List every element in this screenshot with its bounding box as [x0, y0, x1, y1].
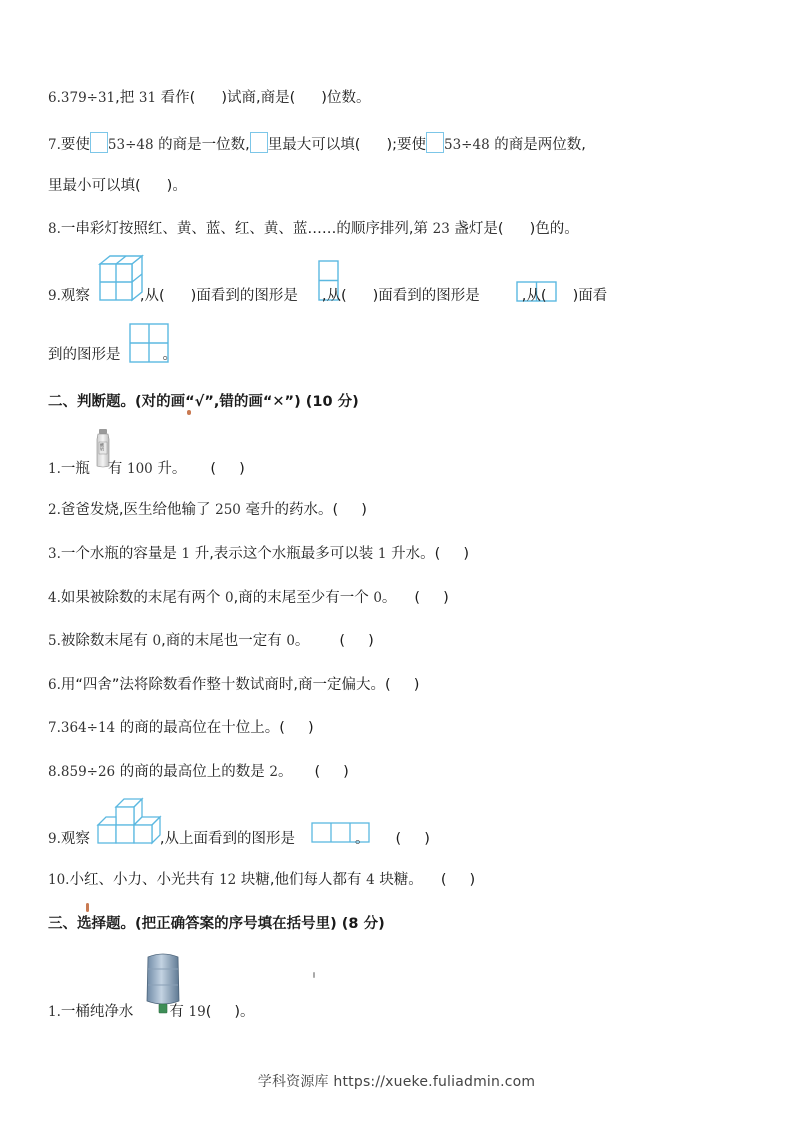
answer-paren[interactable]: ( ) [279, 720, 314, 736]
judge-item-4: 4.如果被除数的末尾有两个 0,商的末尾至少有一个 0。 ( ) [48, 590, 449, 606]
scan-mark [86, 903, 89, 912]
answer-paren[interactable]: ( ) [339, 633, 374, 649]
question-6: 6.379÷31,把 31 看作( )试商,商是( )位数。 [48, 90, 371, 106]
answer-paren[interactable]: ( ) [385, 677, 420, 693]
judge-item-9: 9.观察 ,从上面看到的图形是 。 ( ) [48, 831, 430, 847]
choice-item-1: 1.一桶纯净水 有 19( )。 [48, 1004, 255, 1020]
scan-mark [187, 410, 191, 415]
section-3-title: 三、选择题。(把正确答案的序号填在括号里) (8 分) [48, 916, 385, 932]
judge-item-2: 2.爸爸发烧,医生给他输了 250 毫升的药水。( ) [48, 502, 367, 518]
question-7: 7.要使 53÷48 的商是一位数, 里最大可以填( );要使 53÷48 的商是两位数, [48, 132, 586, 155]
question-8: 8.一串彩灯按照红、黄、蓝、红、黄、蓝……的顺序排列,第 23 盏灯是( )色的。 [48, 221, 579, 237]
blank-box [426, 132, 444, 153]
blank-box [90, 132, 108, 153]
question-9: 9.观察 ,从( )面看到的图形是 ,从( )面看到的图形是 ,从( )面看 [48, 288, 608, 304]
question-9-continued: 到的图形是 。 [48, 347, 177, 363]
judge-item-5: 5.被除数末尾有 0,商的末尾也一定有 0。 ( ) [48, 633, 374, 649]
judge-item-3: 3.一个水瓶的容量是 1 升,表示这个水瓶最多可以装 1 升水。( ) [48, 546, 469, 562]
section-2-title: 二、判断题。(对的画“√”,错的画“✕”) (10 分) [48, 394, 359, 410]
answer-paren[interactable]: ( ) [395, 831, 430, 847]
judge-item-6: 6.用“四舍”法将除数看作整十数试商时,商一定偏大。( ) [48, 677, 420, 693]
answer-paren[interactable]: ( )。 [205, 1004, 255, 1020]
footer-source: 学科资源库 https://xueke.fuliadmin.com [257, 1074, 536, 1090]
judge-item-1: 1.一瓶 有 100 升。 ( ) [48, 461, 245, 477]
judge-item-10: 10.小红、小力、小光共有 12 块糖,他们每人都有 4 块糖。 ( ) [48, 872, 476, 888]
answer-paren[interactable]: ( ) [440, 872, 476, 888]
answer-paren[interactable]: ( ) [434, 546, 469, 562]
answer-paren[interactable]: ( ) [314, 764, 349, 780]
question-7-continued: 里最小可以填( )。 [48, 178, 187, 194]
answer-paren[interactable]: ( ) [332, 502, 367, 518]
answer-paren[interactable]: ( ) [414, 590, 449, 606]
answer-paren[interactable]: ( ) [210, 461, 245, 477]
judge-item-7: 7.364÷14 的商的最高位在十位上。( ) [48, 720, 314, 736]
judge-item-8: 8.859÷26 的商的最高位上的数是 2。 ( ) [48, 764, 349, 780]
bottle-label-text: 酸奶 [100, 443, 105, 451]
scan-mark [313, 972, 315, 978]
blank-box [250, 132, 268, 153]
